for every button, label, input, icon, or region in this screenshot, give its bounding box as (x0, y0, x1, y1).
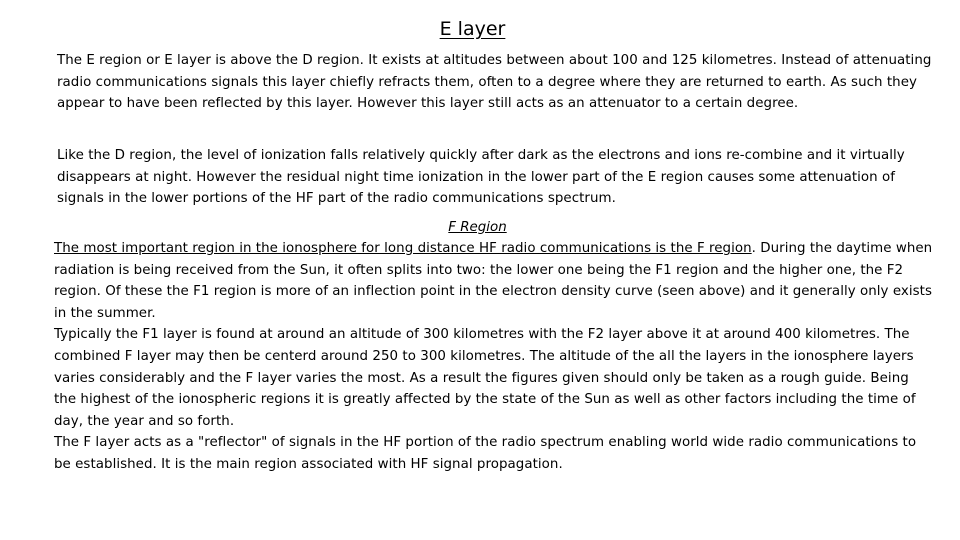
f-region-lead-rest: . During the daytime when radiation is being received from the Sun, it often splits into two: the lower one being the F1 region and the higher one, the F2 region. Of these the F1 region is more of an inflection point in the electron density curve (seen above) and it generally only exists in the summer. (54, 241, 933, 321)
f-region-lead-underlined: The most important region in the ionosphere for long distance HF radio communications is the F region (54, 241, 752, 256)
f-region-paragraph-2: Typically the F1 layer is found at around an altitude of 300 kilometres with the F2 layer above it at around 400 kilometres. The combined F layer may then be centerd around 250 to 300 kilometres. The altitude of the all the layers in the ionosphere layers varies considerably and the F layer varies the most. As a result the figures given should only be taken as a rough guide. Being the highest of the ionospheric regions it is greatly affected by the state of the Sun as well as other factors including the time of day, the year and so forth. (54, 327, 916, 429)
f-region-heading: F Region (448, 220, 507, 235)
f-region-body (54, 238, 934, 476)
e-layer-paragraph-1: The E region or E layer is above the D region. It exists at altitudes between about 100 and 125 kilometres. Instead of attenuating radio communications signals this layer chiefly refracts them, often to a degree where they are returned to earth. As such they appear to have been reflected by this layer. However this layer still acts as an attenuator to a certain degree. (57, 53, 932, 111)
f-region-paragraph-1 (54, 238, 934, 324)
slide-title: E layer (439, 18, 506, 40)
f-region-paragraph-3: The F layer acts as a "reflector" of signals in the HF portion of the radio spectrum enabling world wide radio communications to be established. It is the main region associated with HF signal propagation. (54, 435, 917, 472)
e-layer-paragraph-2: Like the D region, the level of ionization falls relatively quickly after dark as the electrons and ions re-combine and it virtually disappears at night. However the residual night time ionization in the lower part of the E region causes some attenuation of signals in the lower portions of the HF part of the radio communications spectrum. (57, 148, 905, 206)
